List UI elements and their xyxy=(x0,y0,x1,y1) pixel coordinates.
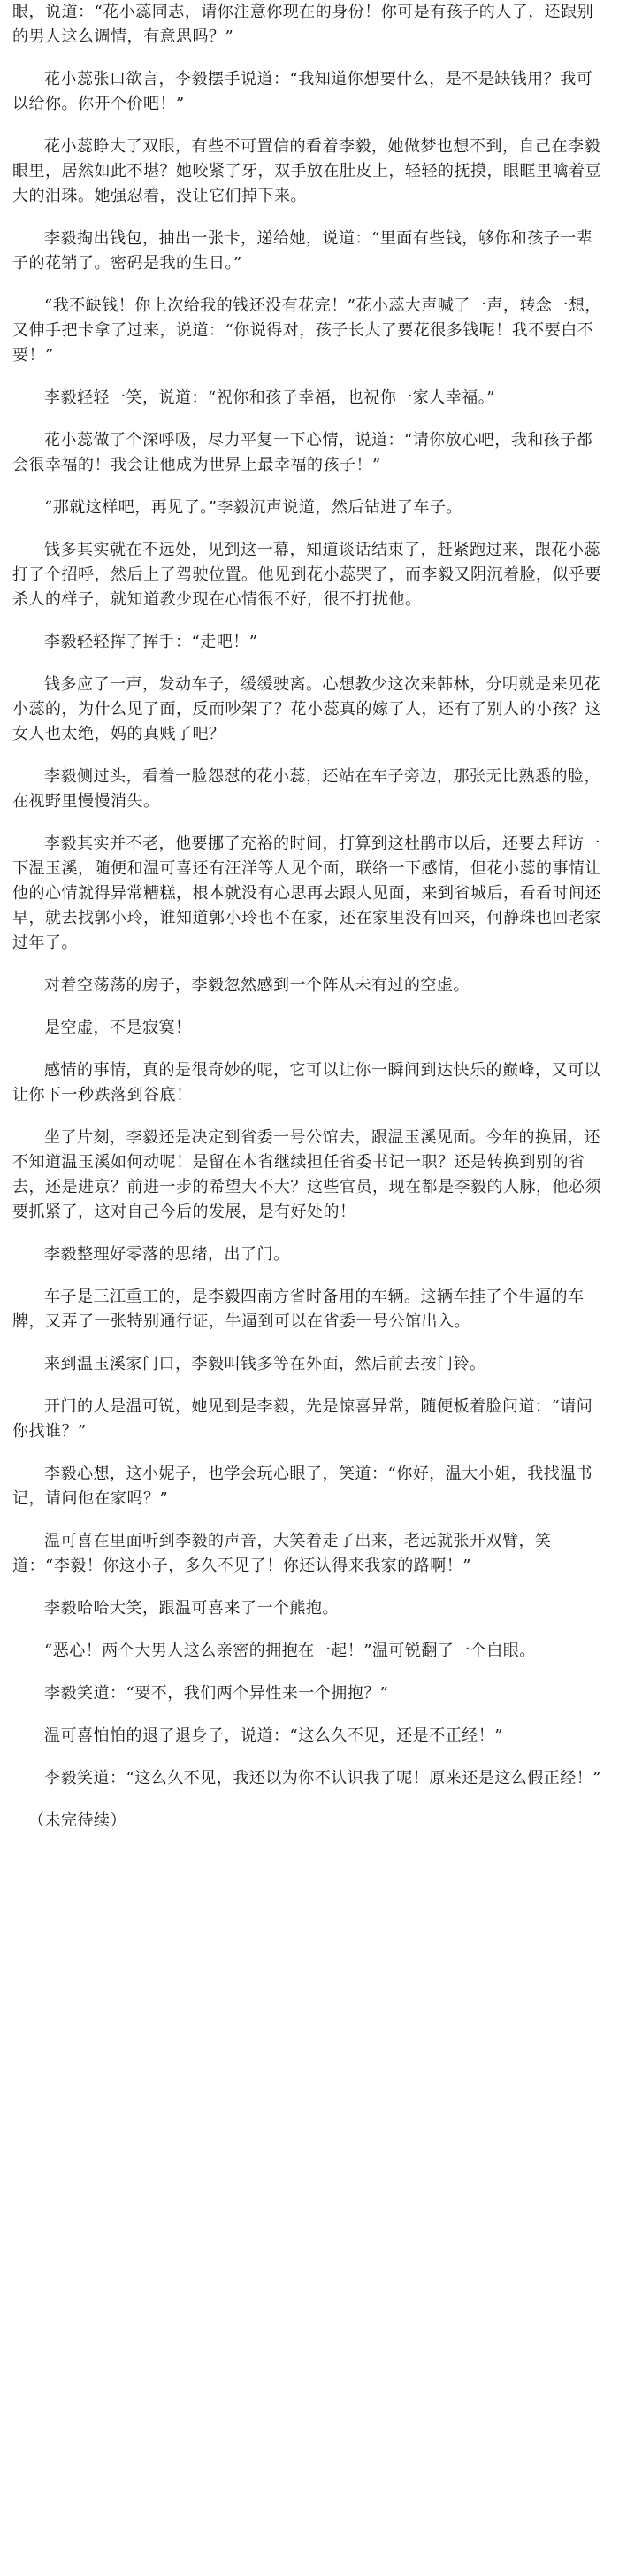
paragraph: 眼，说道：“花小蕊同志，请你注意你现在的身份！你可是有孩子的人了，还跟别的男人这么调情，有意思吗？” xyxy=(12,3,594,46)
paragraph: 李毅笑道：“要不，我们两个异性来一个拥抱？” xyxy=(44,1684,389,1703)
paragraph: 李毅轻轻挥了挥手：“走吧！” xyxy=(44,633,258,651)
paragraph: 对着空荡荡的房子，李毅忽然感到一个阵从未有过的空虚。 xyxy=(44,976,470,995)
paragraph: 车子是三江重工的，是李毅四南方省时备用的车辆。这辆车挂了个牛逼的车牌，又弄了一张特别通行证，牛逼到可以在省委一号公馆出入。 xyxy=(12,1288,585,1331)
paragraph: 感情的事情，真的是很奇妙的呢，它可以让你一瞬间到达快乐的巅峰，又可以让你下一秒跌落到谷底！ xyxy=(12,1061,600,1104)
paragraph: 花小蕊张口欲言，李毅摆手说道：“我知道你想要什么，是不是缺钱用？我可以给你。你开个价吧！” xyxy=(12,70,593,113)
paragraph: 李毅整理好零落的思绪，出了门。 xyxy=(44,1245,290,1264)
paragraph: 是空虚，不是寂寞！ xyxy=(44,1019,192,1037)
paragraph: 李毅哈哈大笑，跟温可喜来了一个熊抱。 xyxy=(44,1599,339,1618)
paragraph: 来到温玉溪家门口，李毅叫钱多等在外面，然后前去按门铃。 xyxy=(44,1355,486,1373)
paragraph: 钱多应了一声，发动车子，缓缓驶离。心想教少这次来韩林，分明就是来见花小蕊的，为什么见了面，反而吵架了？花小蕊真的嫁了人，还有了别人的小孩？这女人也太绝，妈的真贱了吧？ xyxy=(12,675,601,743)
paragraph: “我不缺钱！你上次给我的钱还没有花完！”花小蕊大声喊了一声，转念一想，又伸手把卡拿了过来，说道：“你说得对，孩子长大了要花很多钱呢！我不要白不要！” xyxy=(12,296,601,365)
paragraph: 花小蕊做了个深呼吸，尽力平复一下心情，说道：“请你放心吧，我和孩子都会很幸福的！我会让他成为世界上最幸福的孩子！” xyxy=(12,431,593,474)
paragraph: 李毅其实并不老，他要挪了充裕的时间，打算到这杜鹃市以后，还要去拜访一下温玉溪，随便和温可喜还有汪洋等人见个面，联络一下感情，但花小蕊的事情让他的心情就得异常糟糕，根本就没有心思再去跟人见面，来到省城后，看看时间还早，就去找郭小玲，谁知道郭小玲也不在家，还在家里没有回来，何静珠也回老家过年了。 xyxy=(12,834,601,952)
article-body xyxy=(12,0,603,1791)
paragraph: 李毅侧过头，看着一脸怨怼的花小蕊，还站在车子旁边，那张无比熟悉的脸，在视野里慢慢消失。 xyxy=(12,767,600,811)
to-be-continued: （未完待续） xyxy=(28,1811,126,1830)
paragraph: 温可喜怕怕的退了退身子，说道：“这么久不见，还是不正经！” xyxy=(44,1726,503,1745)
paragraph: 温可喜在里面听到李毅的声音，大笑着走了出来，老远就张开双臂，笑道：“李毅！你这小子，多久不见了！你还认得来我家的路啊！” xyxy=(12,1532,552,1575)
paragraph: 李毅笑道：“这么久不见，我还以为你不认识我了呢！原来还是这么假正经！” xyxy=(44,1769,601,1788)
paragraph: “那就这样吧，再见了。”李毅沉声说道，然后钻进了车子。 xyxy=(44,498,462,517)
paragraph: 钱多其实就在不远处，见到这一幕，知道谈话结束了，赶紧跑过来，跟花小蕊打了个招呼，然后上了驾驶位置。他见到花小蕊哭了，而李毅又阴沉着脸，似乎要杀人的样子，就知道教少现在心情很不好，很不打扰他。 xyxy=(12,541,601,609)
paragraph: 坐了片刻，李毅还是决定到省委一号公馆去，跟温玉溪见面。今年的换届，还不知道温玉溪如何动呢！是留在本省继续担任省委书记一职？还是转换到别的省去，还是进京？前进一步的希望大不大？这些官员，现在都是李毅的人脉，他必须要抓紧了，这对自己今后的发展，是有好处的！ xyxy=(12,1128,601,1221)
paragraph: “恶心！两个大男人这么亲密的拥抱在一起！”温可锐翻了一个白眼。 xyxy=(44,1642,536,1660)
paragraph: 李毅掏出钱包，抽出一张卡，递给她，说道：“里面有些钱，够你和孩子一辈子的花销了。密码是我的生日。” xyxy=(12,229,593,273)
paragraph: 李毅心想，这小妮子，也学会玩心眼了，笑道：“你好，温大小姐，我找温书记，请问他在家吗？” xyxy=(12,1465,593,1508)
paragraph: 李毅轻轻一笑，说道：“祝你和孩子幸福，也祝你一家人幸福。” xyxy=(44,388,495,407)
paragraph: 花小蕊睁大了双眼，有些不可置信的看着李毅，她做梦也想不到，自己在李毅眼里，居然如此不堪？她咬紧了牙，双手放在肚皮上，轻轻的抚摸，眼眶里噙着豆大的泪珠。她强忍着，没让它们掉下来。 xyxy=(12,137,601,205)
paragraph: 开门的人是温可锐，她见到是李毅，先是惊喜异常，随便板着脸问道：“请问你找谁？” xyxy=(12,1397,593,1441)
